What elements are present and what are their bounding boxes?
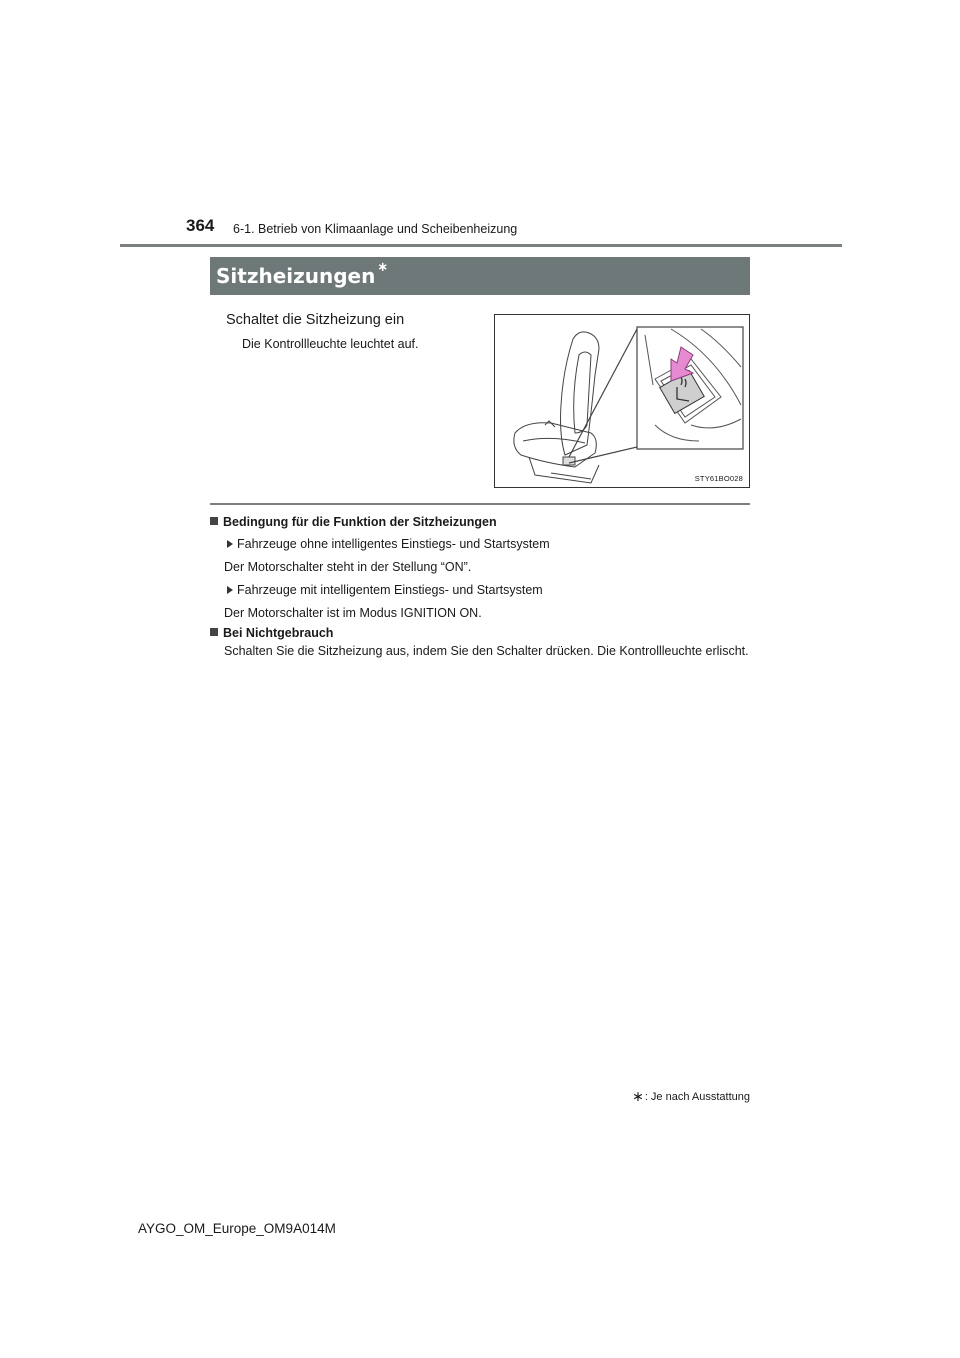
condition-item-1: Fahrzeuge ohne intelligentes Einstiegs- und Startsystem: [227, 536, 770, 552]
step-description: Die Kontrollleuchte leuchtet auf.: [242, 337, 419, 351]
condition-heading: Bedingung für die Funktion der Sitzheizungen: [210, 514, 770, 530]
condition-text-2: Der Motorschalter ist im Modus IGNITION ON.: [224, 606, 482, 620]
figure-code: STY61BO028: [694, 474, 743, 483]
unused-text: Schalten Sie die Sitzheizung aus, indem Sie den Schalter drücken. Die Kontrollleuchte erlischt.: [224, 644, 749, 658]
seat-illustration: [495, 315, 751, 489]
condition-item-2: Fahrzeuge mit intelligentem Einstiegs- und Startsystem: [227, 582, 770, 598]
step-title: Schaltet die Sitzheizung ein: [226, 312, 405, 328]
condition-note: [210, 514, 770, 621]
document-id: AYGO_OM_Europe_OM9A014M: [138, 1221, 336, 1236]
footnote-marker: ∗: [632, 1088, 644, 1104]
unused-heading: Bei Nichtgebrauch: [210, 625, 770, 641]
equipment-marker: ∗: [377, 260, 389, 275]
section-title-bar: [210, 257, 750, 295]
chapter-header: 6-1. Betrieb von Klimaanlage und Scheibenheizung: [233, 222, 518, 236]
seat-heater-figure: [494, 314, 750, 488]
section-divider: [210, 503, 750, 505]
triangle-bullet-icon: [227, 540, 233, 548]
triangle-bullet-icon: [227, 586, 233, 594]
square-bullet-icon: [210, 628, 218, 636]
section-title: Sitzheizungen: [216, 264, 376, 288]
square-bullet-icon: [210, 517, 218, 525]
condition-text-1: Der Motorschalter steht in der Stellung “ON”.: [224, 560, 472, 574]
footnote: [632, 1088, 750, 1105]
header-divider: [120, 244, 842, 247]
footnote-text: : Je nach Ausstattung: [644, 1090, 750, 1103]
page-number: 364: [186, 216, 215, 235]
unused-note: [210, 625, 770, 659]
